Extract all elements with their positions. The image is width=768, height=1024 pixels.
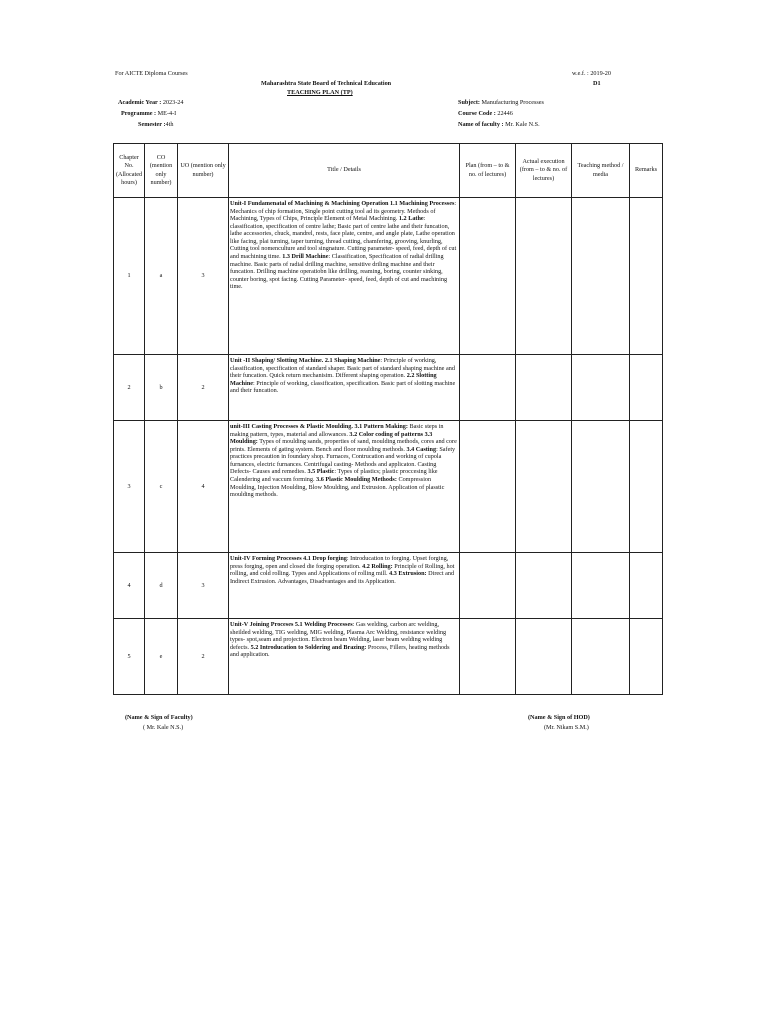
chapter-number: 3	[114, 421, 145, 553]
header-actual: Actual execution (from – to & no. of lectures)	[516, 144, 572, 198]
table-row	[114, 421, 663, 553]
actual-cell[interactable]	[516, 619, 572, 695]
method-cell[interactable]	[572, 198, 630, 355]
course-code-value: 22446	[497, 110, 513, 117]
method-cell[interactable]	[572, 553, 630, 619]
co-value: a	[145, 198, 178, 355]
co-value: d	[145, 553, 178, 619]
chapter-number: 1	[114, 198, 145, 355]
co-value: e	[145, 619, 178, 695]
header-remarks: Remarks	[630, 144, 663, 198]
table-row	[114, 553, 663, 619]
remarks-cell[interactable]	[630, 553, 663, 619]
actual-cell[interactable]	[516, 198, 572, 355]
plan-cell[interactable]	[460, 619, 516, 695]
wef-date: w.e.f. : 2019-20	[572, 70, 611, 77]
header-title: Title / Details	[229, 144, 460, 198]
unit-details: Unit-I Fundamenatal of Machining & Machining Operation 1.1 Machining Processes: Mechanics of chip formation, Single point cutting tool ad its geometry. Methods of Machining, Types of Chips, Principle Element of Metal Machining. 1.2 Lathe: classification, specification of centre lathe; Basic part of centre lathe and their funcation, lathe accessories, chuck, mandrel, rests, face plate, centre, and angle plate, Lathe operation like facing, plai turning, taper turning, thread cutting, chamfering, grooving, knurling, Cutting tool nomenculture and tool singnature. Cutting parameter- speed, feed, depth of cut and machining time. 1.3 Drill Machine: Classification, Specification of radial drilling machine. Basic parts of radial drilling machine, sensitive driling machine and their funcation. Drilling machine operatiobn like drilling, reaming, boring, counter sinking, counter boring, spot facing. Cutting Parameter- speed, feed, depth of cut and machining time.	[229, 198, 460, 355]
programme-label: Programme :	[121, 110, 157, 117]
chapter-number: 2	[114, 355, 145, 421]
method-cell[interactable]	[572, 421, 630, 553]
document-code: D1	[593, 80, 601, 87]
actual-cell[interactable]	[516, 553, 572, 619]
remarks-cell[interactable]	[630, 198, 663, 355]
academic-year-value: 2023-24	[162, 99, 184, 106]
table-row	[114, 619, 663, 695]
faculty	[458, 121, 540, 128]
table-row	[114, 198, 663, 355]
plan-cell[interactable]	[460, 553, 516, 619]
subject	[458, 99, 544, 106]
hod-sign-name: (Mr. Nikam S.M.)	[544, 724, 589, 731]
semester-value: 4th	[165, 121, 174, 128]
unit-details: Unit-V Joining Proceses 5.1 Welding Processes: Gas welding, carbon arc welding, sheilded welding, TIG welding, MIG welding, Plasma Arc Welding, resistance welding types- spot,seam and projection. Electron beam Welding, laser beam welding welding defects. 5.2 Introducation to Soldering and Brazing: Process, Fillers, heating methods and application.	[229, 619, 460, 695]
chapter-number: 4	[114, 553, 145, 619]
plan-cell[interactable]	[460, 198, 516, 355]
header-uo: UO (mention only number)	[178, 144, 229, 198]
header-chapter: Chapter No. (Allocated hours)	[114, 144, 145, 198]
faculty-sign-name: ( Mr. Kale N.S.)	[143, 724, 184, 731]
plan-cell[interactable]	[460, 355, 516, 421]
semester	[138, 121, 173, 128]
faculty-value: Mr. Kale N.S.	[505, 121, 540, 128]
aicte-note: For AICTE Diploma Courses	[115, 70, 188, 77]
academic-year	[118, 99, 183, 106]
uo-value: 4	[178, 421, 229, 553]
course-code-label: Course Code :	[458, 110, 496, 117]
course-code	[458, 110, 513, 117]
co-value: b	[145, 355, 178, 421]
method-cell[interactable]	[572, 355, 630, 421]
remarks-cell[interactable]	[630, 421, 663, 553]
academic-year-label: Academic Year :	[118, 99, 162, 106]
header-plan: Plan (from – to & no. of lectures)	[460, 144, 516, 198]
programme	[121, 110, 176, 117]
subject-value: Manufacturing Processes	[481, 99, 544, 106]
table-header-row	[114, 144, 663, 198]
actual-cell[interactable]	[516, 355, 572, 421]
uo-value: 2	[178, 355, 229, 421]
hod-sign-label: (Name & Sign of HOD)	[528, 714, 590, 721]
board-name: Maharashtra State Board of Technical Education	[261, 80, 392, 87]
header-co: CO (mention only number)	[145, 144, 178, 198]
header-method: Teaching method / media	[572, 144, 630, 198]
semester-label: Semester :	[138, 121, 166, 128]
unit-details: Unit -II Shaping/ Slotting Machine. 2.1 Shaping Machine: Principle of working, classification, specification of standard shaper. Basic part of standard shaping machine and their funcation. Quick return mechanisim. Different shaping operation. 2.2 Slotting Machine: Principle of working, classification, specification. Basic part of slotting machine and their funcation.	[229, 355, 460, 421]
plan-title: TEACHING PLAN (TP)	[287, 89, 353, 96]
uo-value: 3	[178, 553, 229, 619]
teaching-plan-table	[113, 143, 663, 695]
unit-details: Unit-IV Forming Processes 4.1 Drop forging: Introducation to forging. Upset forging, press forging, open and closed die forging operation. 4.2 Rolling: Principle of Rolling, hot rolling, and cold rolling. Types and Applications of rolling mill. 4.3 Extrusion: Direct and Indirect Extrusion. Advantages, Disadvantages and its Application.	[229, 553, 460, 619]
table-row	[114, 355, 663, 421]
chapter-number: 5	[114, 619, 145, 695]
uo-value: 3	[178, 198, 229, 355]
uo-value: 2	[178, 619, 229, 695]
actual-cell[interactable]	[516, 421, 572, 553]
unit-details: unit-III Casting Processes & Plastic Moulding. 3.1 Pattern Making: Basic steps in making pattern, types, material and allowances. 3.2 Color coding of patterns 3.3 Moulding: Types of moulding sands, properties of sand, moulding methods, cores and core prints. Elements of gating system. Bench and floor moulding methods. 3.4 Casting: Safety practices precaution in foundary shop. Furnaces, Contrucation and working of cupola furnances, electric furnances. Centrifugal casting- Methods and applicaton. Casting Defects- Causes and remedies. 3.5 Plastic: Types of plastics; plastic proccesing like Calendering and vaccum forming. 3.6 Plastic Moulding Methods: Compression Moulding, Injection Moulding, Blow Moulding, and Extrusion. Application of plasstic moulding methods.	[229, 421, 460, 553]
remarks-cell[interactable]	[630, 619, 663, 695]
co-value: c	[145, 421, 178, 553]
method-cell[interactable]	[572, 619, 630, 695]
subject-label: Subject:	[458, 99, 480, 106]
plan-cell[interactable]	[460, 421, 516, 553]
programme-value: ME-4-I	[157, 110, 177, 117]
faculty-sign-label: (Name & Sign of Faculty)	[125, 714, 193, 721]
faculty-label: Name of faculty :	[458, 121, 504, 128]
remarks-cell[interactable]	[630, 355, 663, 421]
